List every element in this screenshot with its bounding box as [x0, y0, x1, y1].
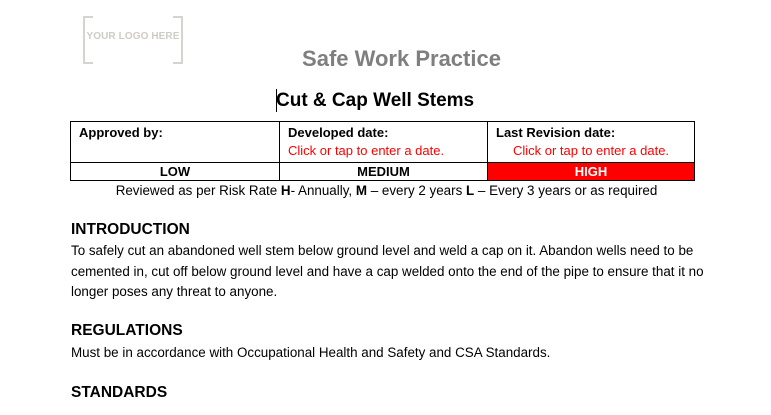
section-heading-introduction: INTRODUCTION: [71, 221, 190, 238]
document-title: Safe Work Practice: [302, 46, 501, 71]
risk-high-selected[interactable]: HIGH: [488, 163, 695, 181]
review-l-text: – Every 3 years or as required: [474, 183, 658, 198]
review-note: [0, 183, 771, 198]
last-revision-label: Last Revision date:: [496, 125, 616, 140]
last-revision-cell: [488, 122, 695, 163]
review-m: M: [355, 183, 368, 198]
last-revision-date-picker[interactable]: Click or tap to enter a date.: [512, 143, 670, 158]
section-body-introduction: To safely cut an abandoned well stem below ground level and weld a cap on it. Abandon wells need to be cemented in, cut off below ground level and have a cap welded onto the end of the pipe to ensure that it no longer poses any threat to anyone.: [71, 243, 704, 299]
section-body-regulations: Must be in accordance with Occupational Health and Safety and CSA Standards.: [71, 345, 551, 360]
risk-medium[interactable]: MEDIUM: [280, 163, 488, 181]
section-heading-standards: STANDARDS: [71, 384, 168, 401]
developed-date-picker[interactable]: Click or tap to enter a date.: [288, 143, 445, 158]
risk-low[interactable]: LOW: [71, 163, 280, 181]
approved-by-cell[interactable]: [71, 122, 280, 163]
review-l: L: [466, 183, 475, 198]
developed-date-cell: [280, 122, 488, 163]
review-note-prefix: Reviewed as per Risk Rate: [115, 183, 281, 198]
review-h: H: [280, 183, 291, 198]
review-m-text: – every 2 years: [367, 183, 467, 198]
document-subtitle[interactable]: Cut & Cap Well Stems: [276, 90, 475, 111]
logo-text: YOUR LOGO HERE: [86, 31, 180, 42]
approval-table: [70, 121, 695, 181]
developed-date-label: Developed date:: [288, 125, 389, 140]
approved-by-label: Approved by:: [79, 125, 163, 140]
review-h-text: - Annually,: [290, 183, 356, 198]
section-heading-regulations: REGULATIONS: [71, 322, 183, 339]
